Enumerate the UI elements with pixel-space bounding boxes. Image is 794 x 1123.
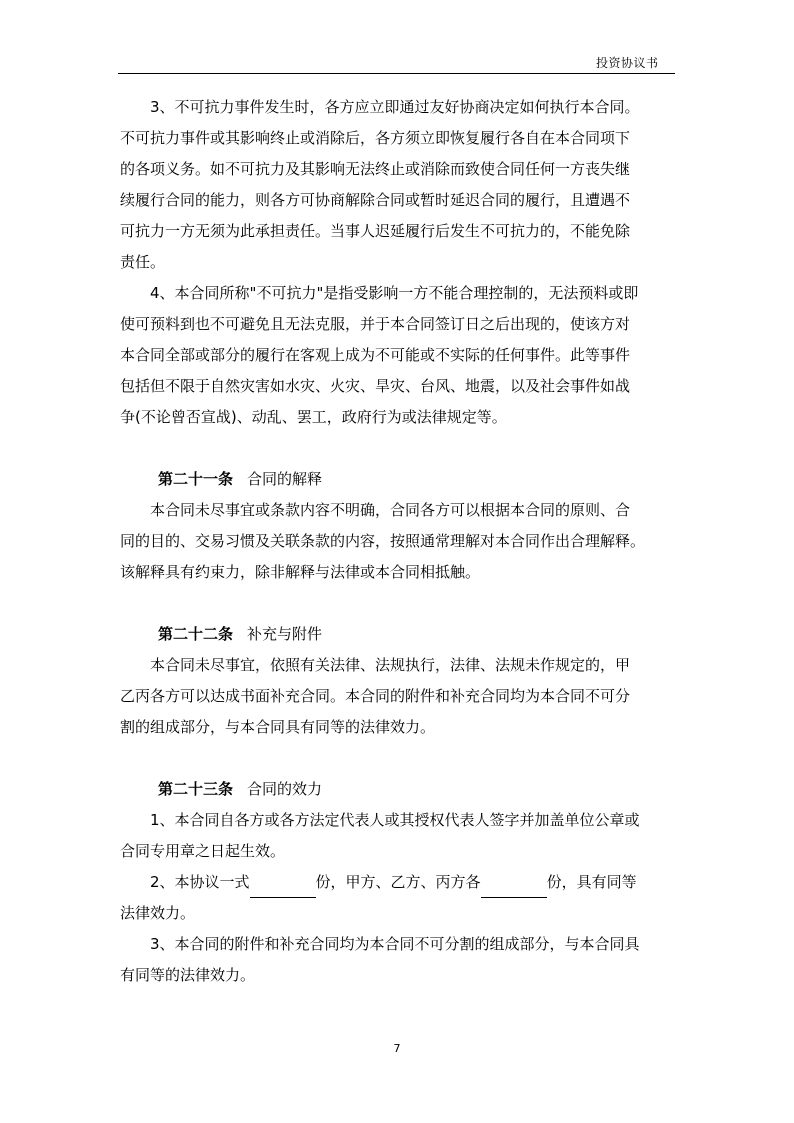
body-line: 本合同未尽事宜，依照有关法律、法规执行，法律、法规未作规定的，甲 [150, 656, 631, 674]
copies-total-blank [250, 880, 316, 898]
body-line: 3、不可抗力事件发生时，各方应立即通过友好协商决定如何执行本合同。 [150, 98, 640, 116]
body-line-with-blanks [120, 867, 680, 898]
body-line: 本合同未尽事宜或条款内容不明确，合同各方可以根据本合同的原则、合 [150, 501, 631, 519]
copies-each-blank [481, 880, 547, 898]
article-number: 第二十三条 [158, 780, 234, 798]
body-line: 不可抗力事件或其影响终止或消除后，各方须立即恢复履行各自在本合同项下 [120, 129, 631, 147]
body-line: 法律效力。 [120, 904, 196, 922]
text-segment: 份，具有同等 [546, 873, 637, 891]
article-number: 第二十一条 [158, 470, 234, 488]
body-line: 续履行合同的能力，则各方可协商解除合同或暂时延迟合同的履行，且遭遇不 [120, 191, 631, 209]
body-line: 的各项义务。如不可抗力及其影响无法终止或消除而致使合同任何一方丧失继 [120, 160, 631, 178]
body-line: 责任。 [120, 253, 166, 271]
page-number: 7 [393, 1042, 401, 1055]
article-21-heading [120, 464, 680, 495]
document-body [120, 92, 680, 991]
article-title: 合同的解释 [247, 470, 323, 488]
body-line: 争(不论曾否宣战)、动乱、罢工，政府行为或法律规定等。 [120, 408, 507, 426]
body-line: 使可预料到也不可避免且无法克服，并于本合同签订日之后出现的，使该方对 [120, 315, 631, 333]
article-title: 补充与附件 [247, 625, 323, 643]
body-line: 有同等的法律效力。 [120, 966, 256, 984]
body-line: 1、本合同自各方或各方法定代表人或其授权代表人签字并加盖单位公章或 [150, 811, 640, 829]
body-line: 本合同全部或部分的履行在客观上成为不可能或不实际的任何事件。此等事件 [120, 346, 631, 364]
running-header-title: 投资协议书 [596, 56, 659, 70]
section-gap [120, 433, 680, 464]
article-title: 合同的效力 [247, 780, 323, 798]
text-segment: 份，甲方、乙方、丙方各 [315, 873, 481, 891]
body-line: 乙丙各方可以达成书面补充合同。本合同的附件和补充合同均为本合同不可分 [120, 687, 631, 705]
body-line: 4、本合同所称"不可抗力"是指受影响一方不能合理控制的，无法预料或即 [150, 284, 639, 302]
body-line: 可抗力一方无须为此承担责任。当事人迟延履行后发生不可抗力的，不能免除 [120, 222, 631, 240]
text-segment: 2、本协议一式 [150, 873, 250, 891]
article-22-heading [120, 619, 680, 650]
section-gap [120, 743, 680, 774]
header-rule [118, 73, 675, 74]
body-line: 3、本合同的附件和补充合同均为本合同不可分割的组成部分，与本合同具 [150, 935, 640, 953]
body-line: 合同专用章之日起生效。 [120, 842, 286, 860]
section-gap [120, 588, 680, 619]
body-line: 割的组成部分，与本合同具有同等的法律效力。 [120, 718, 436, 736]
article-number: 第二十二条 [158, 625, 234, 643]
body-line: 该解释具有约束力，除非解释与法律或本合同相抵触。 [120, 563, 481, 581]
article-23-heading [120, 774, 680, 805]
body-line: 同的目的、交易习惯及关联条款的内容，按照通常理解对本合同作出合理解释。 [120, 532, 646, 550]
body-line: 包括但不限于自然灾害如水灾、火灾、旱灾、台风、地震，以及社会事件如战 [120, 377, 631, 395]
